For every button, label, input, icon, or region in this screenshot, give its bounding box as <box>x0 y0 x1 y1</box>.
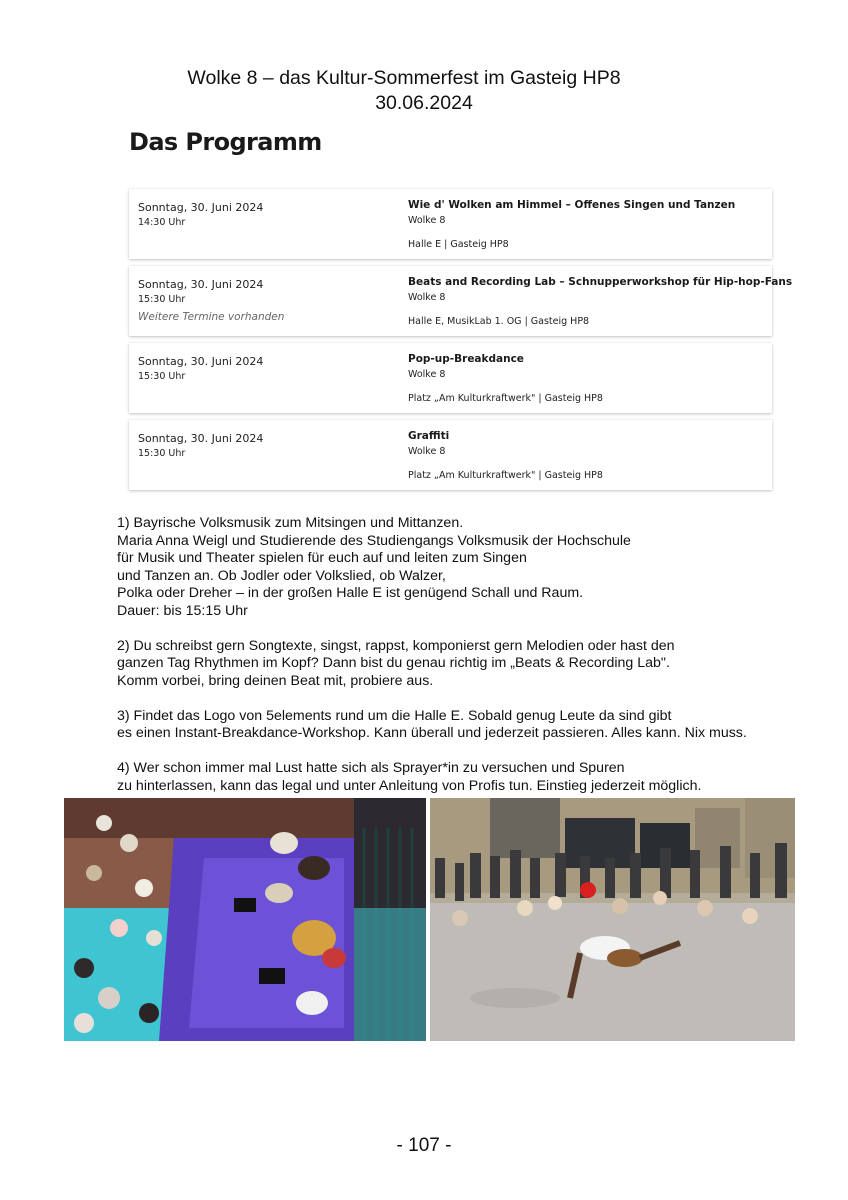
event-series: Wolke 8 <box>408 215 446 226</box>
event-time: 14:30 Uhr <box>138 217 186 228</box>
event-date: Sonntag, 30. Juni 2024 <box>138 355 264 368</box>
description-line: und Tanzen an. Ob Jodler oder Volkslied, ob Walzer, <box>117 567 446 584</box>
event-time: 15:30 Uhr <box>138 294 186 305</box>
event-series: Wolke 8 <box>408 369 446 380</box>
description-line: 1) Bayrische Volksmusik zum Mitsingen und Mittanzen. <box>117 515 464 531</box>
folk-music-stage-photo <box>64 798 426 1041</box>
description-line: Maria Anna Weigl und Studierende des Studiengangs Volksmusik der Hochschule <box>117 532 631 549</box>
event-series: Wolke 8 <box>408 446 446 457</box>
event-descriptions <box>117 515 817 813</box>
event-card[interactable] <box>129 420 772 490</box>
description-breakdance <box>117 708 817 743</box>
event-date: Sonntag, 30. Juni 2024 <box>138 432 264 445</box>
event-card[interactable] <box>129 266 793 336</box>
more-dates-link[interactable]: Weitere Termine vorhanden <box>138 311 285 323</box>
event-card[interactable] <box>129 343 772 413</box>
description-line: 2) Du schreibst gern Songtexte, singst, rappst, komponierst gern Melodien oder hast den <box>117 637 675 654</box>
description-line: zu hinterlassen, kann das legal und unter Anleitung von Profis tun. Einstieg jederzeit möglich. <box>117 777 702 794</box>
document-header <box>0 66 848 116</box>
event-date: Sonntag, 30. Juni 2024 <box>138 201 264 214</box>
description-recording-lab <box>117 638 817 691</box>
event-title[interactable]: Pop-up-Breakdance <box>408 353 524 365</box>
event-date: Sonntag, 30. Juni 2024 <box>138 278 264 291</box>
description-line: 3) Findet das Logo von 5elements rund um die Halle E. Sobald genug Leute da sind gibt <box>117 707 672 724</box>
description-line: Dauer: bis 15:15 Uhr <box>117 602 248 619</box>
event-venue: Halle E, MusikLab 1. OG | Gasteig HP8 <box>408 316 590 327</box>
page-number: - 107 - <box>396 1135 452 1156</box>
event-time: 15:30 Uhr <box>138 371 186 382</box>
breakdance-square-photo <box>430 798 795 1041</box>
event-series: Wolke 8 <box>408 292 446 303</box>
description-line: Polka oder Dreher – in der großen Halle E ist genügend Schall und Raum. <box>117 585 584 601</box>
description-line: Komm vorbei, bring deinen Beat mit, probiere aus. <box>117 672 434 689</box>
event-venue: Platz „Am Kulturkraftwerk" | Gasteig HP8 <box>408 393 603 404</box>
description-line: für Musik und Theater spielen für euch auf und leiten zum Singen <box>117 550 527 566</box>
event-venue: Platz „Am Kulturkraftwerk" | Gasteig HP8 <box>408 470 603 481</box>
description-folk-music <box>117 515 817 620</box>
event-list <box>129 189 793 497</box>
event-title[interactable]: Wie d' Wolken am Himmel – Offenes Singen und Tanzen <box>408 199 736 211</box>
document-title: Wolke 8 – das Kultur-Sommerfest im Gasteig HP8 <box>187 67 621 89</box>
description-line: 4) Wer schon immer mal Lust hatte sich als Sprayer*in zu versuchen und Spuren <box>117 760 625 776</box>
description-line: ganzen Tag Rhythmen im Kopf? Dann bist du genau richtig im „Beats & Recording Lab". <box>117 655 670 671</box>
document-date: 30.06.2024 <box>375 92 473 114</box>
event-title[interactable]: Beats and Recording Lab – Schnupperworkshop für Hip-hop-Fans <box>408 276 793 288</box>
event-venue: Halle E | Gasteig HP8 <box>408 239 509 250</box>
event-card[interactable] <box>129 189 772 259</box>
event-time: 15:30 Uhr <box>138 448 186 459</box>
event-title[interactable]: Graffiti <box>408 430 450 442</box>
program-heading: Das Programm <box>129 128 322 156</box>
description-graffiti <box>117 760 817 795</box>
description-line: es einen Instant-Breakdance-Workshop. Kann überall und jederzeit passieren. Alles kann. Nix muss. <box>117 725 747 741</box>
